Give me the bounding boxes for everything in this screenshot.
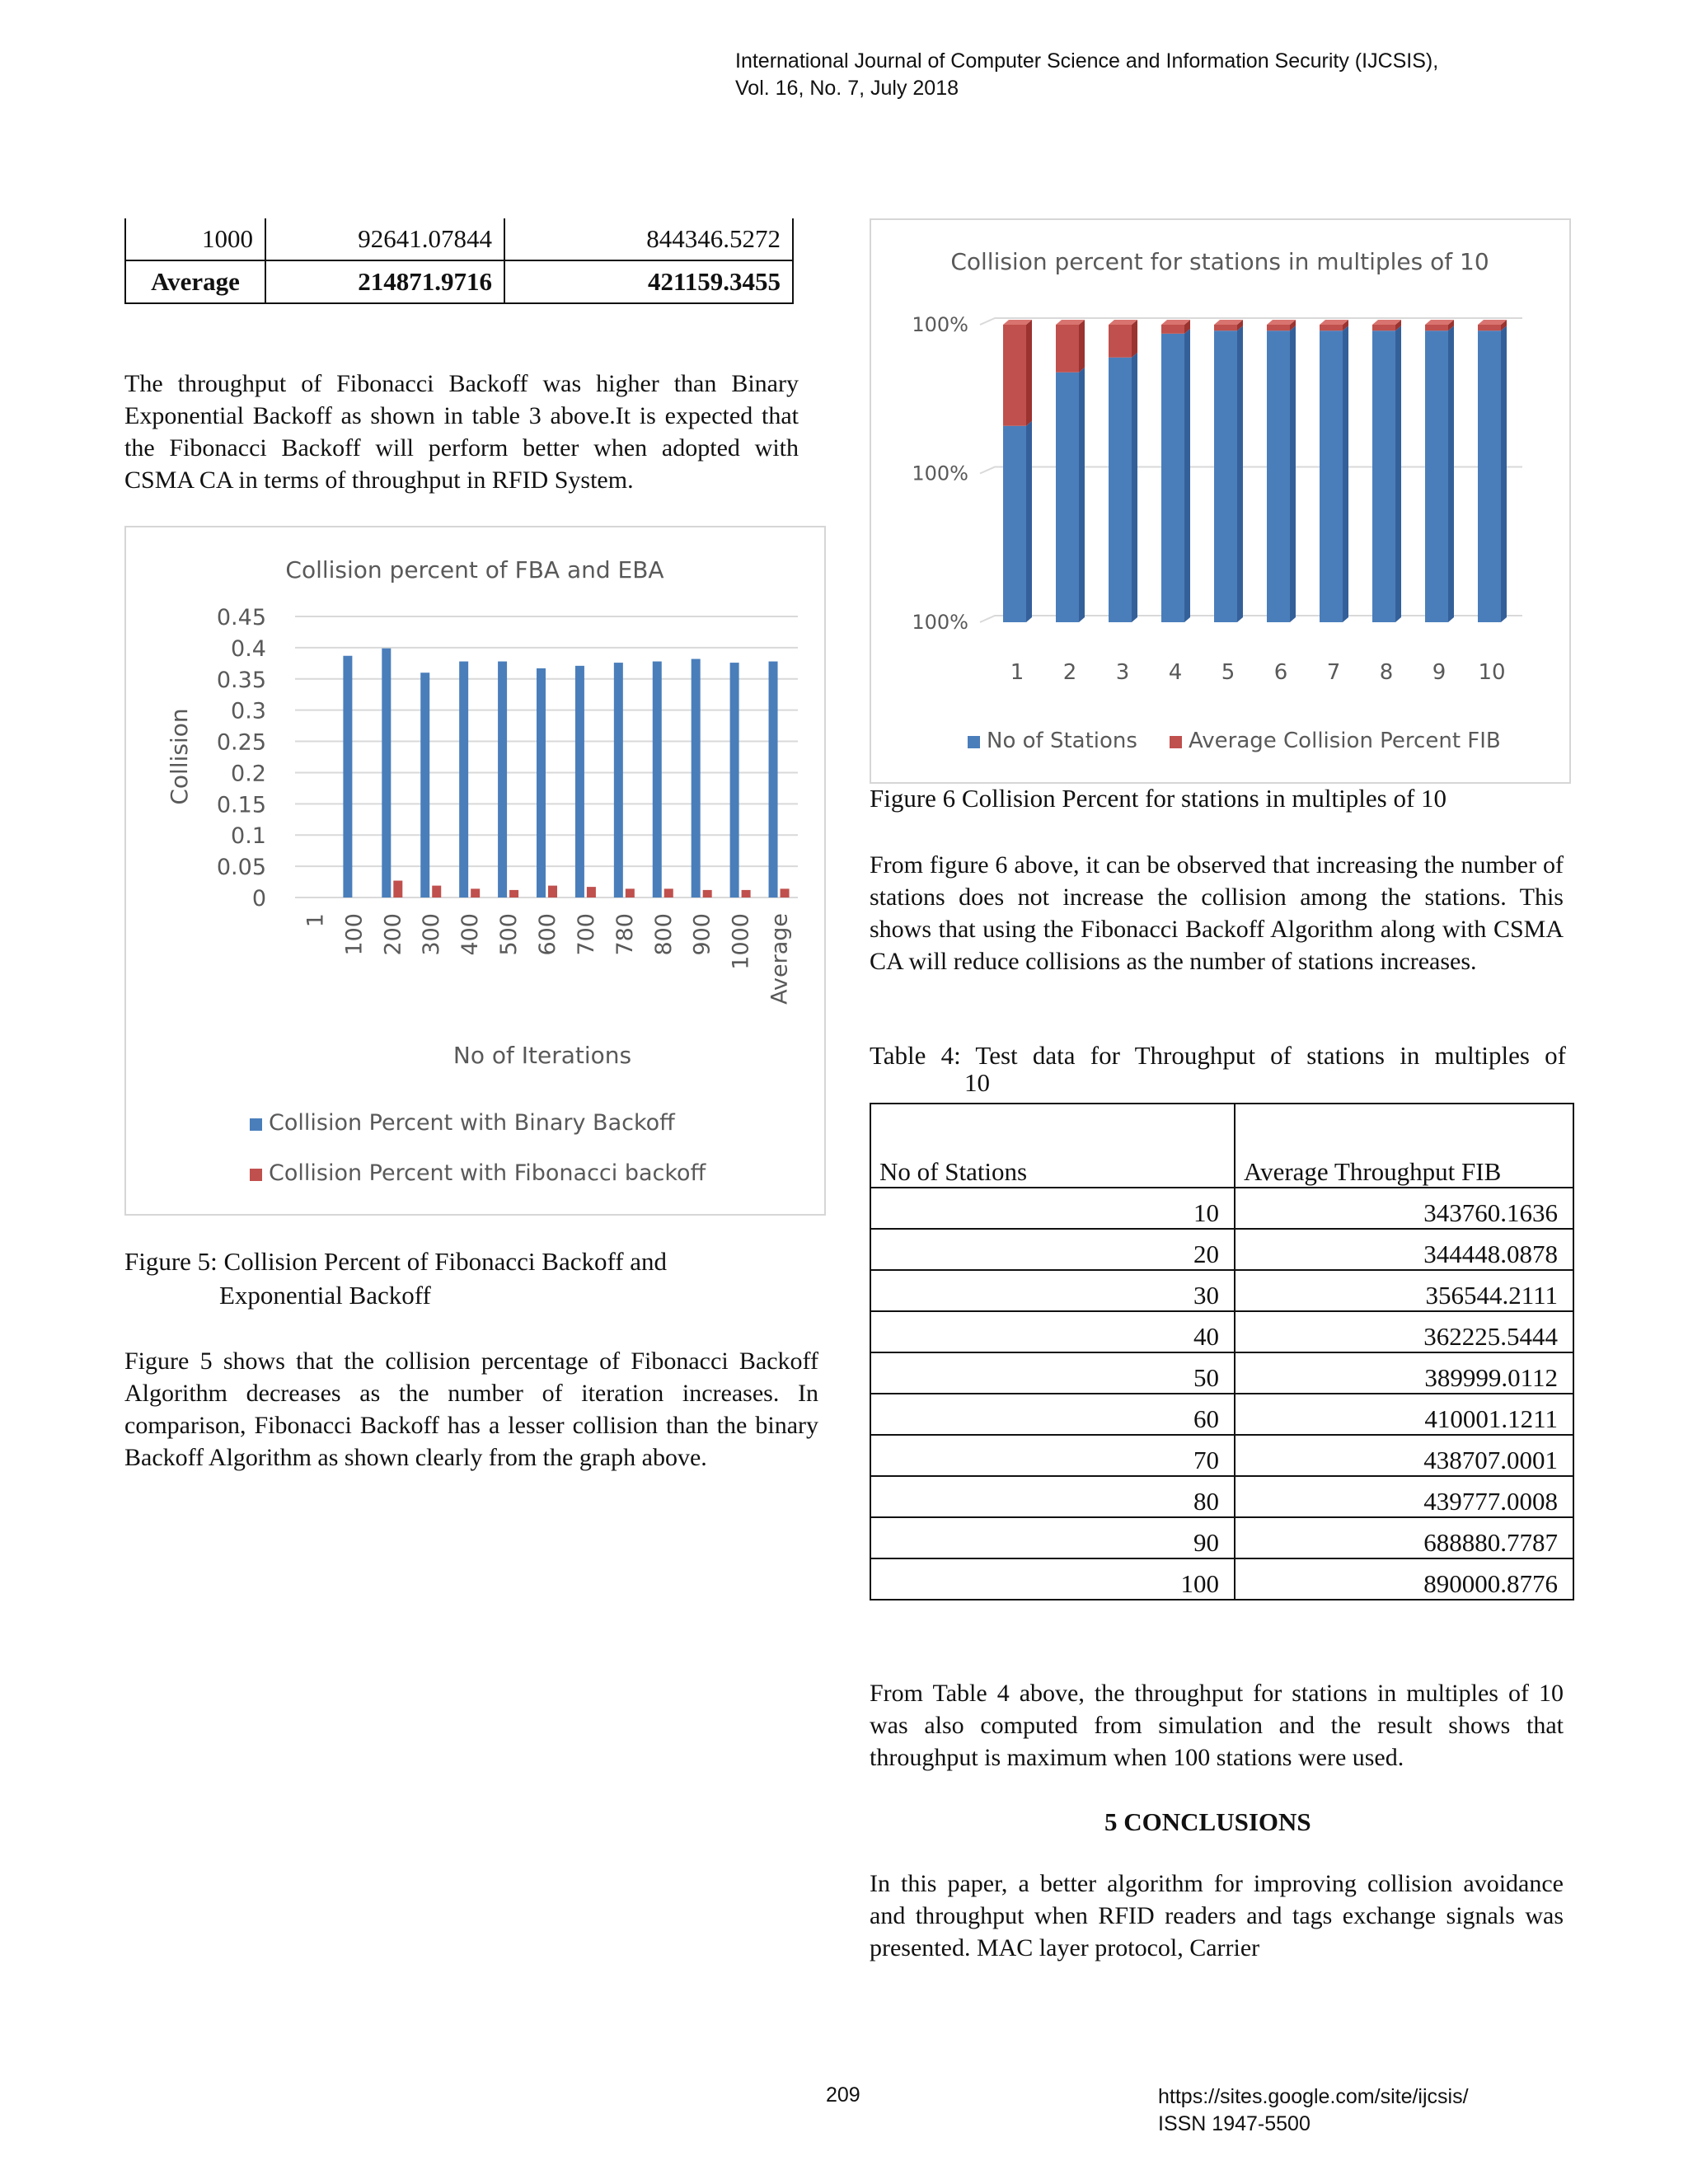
y-tick-label: 0.15 — [216, 792, 266, 818]
x-tick-label: 7 — [1326, 660, 1341, 685]
journal-volume: Vol. 16, No. 7, July 2018 — [735, 77, 959, 100]
bar-fibonacci — [471, 888, 480, 898]
table-cell: 30 — [870, 1270, 1235, 1311]
chart-title: Collision percent of FBA and EBA — [285, 556, 664, 583]
table-cell: Average — [125, 260, 265, 303]
footer-info — [1158, 2083, 1469, 2138]
bar-binary — [692, 659, 701, 898]
chart-title: Collision percent for stations in multiples of 10 — [950, 248, 1489, 275]
figure5-svg — [126, 527, 824, 1214]
x-tick-label: 1000 — [728, 913, 754, 970]
legend-swatch-stations — [968, 736, 980, 748]
bar-collision — [1478, 325, 1501, 330]
y-tick-label: 100% — [912, 611, 968, 634]
table-row — [870, 1558, 1573, 1600]
x-axis-label: No of Iterations — [452, 1042, 632, 1069]
table3-tail — [124, 218, 794, 304]
figure6-caption: Figure 6 Collision Percent for stations in multiples of 10 — [870, 784, 1447, 813]
figure5-caption — [124, 1244, 667, 1312]
x-tick-label: Average — [767, 913, 793, 1005]
figure6-svg — [871, 220, 1569, 782]
table-row — [125, 260, 793, 303]
paragraph-conclusions: In this paper, a better algorithm for improving collision avoidance and throughput when RFID readers and tags exchange signals was presented. MAC layer protocol, Carrier — [870, 1870, 1564, 1961]
x-tick-label: 400 — [457, 913, 484, 956]
x-tick-label: 700 — [573, 913, 599, 956]
bar-stations — [1056, 373, 1079, 622]
journal-title: International Journal of Computer Science and Information Security (IJCSIS), — [735, 49, 1439, 73]
x-tick-label: 800 — [650, 913, 677, 956]
x-tick-label: 100 — [341, 913, 368, 956]
table-cell: 421159.3455 — [504, 260, 793, 303]
table-cell: 389999.0112 — [1235, 1352, 1573, 1394]
x-tick-label: 10 — [1478, 660, 1506, 685]
bar-stations — [1214, 330, 1237, 622]
bar-collision — [1320, 325, 1343, 330]
legend-label-stations: No of Stations — [987, 729, 1137, 753]
bar-stations-side — [1237, 326, 1243, 622]
table-row — [870, 1352, 1573, 1394]
legend-swatch-collision — [1170, 736, 1182, 748]
bar-collision-side — [1026, 320, 1032, 426]
x-tick-label: 200 — [380, 913, 406, 956]
table-row — [870, 1188, 1573, 1229]
bar-collision — [1267, 325, 1290, 330]
legend-swatch-binary — [250, 1118, 262, 1131]
bar-collision-side — [1079, 320, 1085, 373]
table4-caption — [870, 1038, 1566, 1099]
table-cell: 70 — [870, 1435, 1235, 1476]
table-cell: 1000 — [125, 218, 265, 260]
bar-collision — [1214, 325, 1237, 330]
bar-stations — [1320, 330, 1343, 622]
bar-fibonacci — [703, 890, 712, 898]
y-tick-label: 0 — [251, 886, 266, 912]
table-cell: 343760.1636 — [1235, 1188, 1573, 1229]
table-row — [870, 1270, 1573, 1311]
bar-stations-side — [1290, 326, 1296, 622]
y-tick-label: 0.45 — [216, 605, 266, 630]
table-cell: 688880.7787 — [1235, 1517, 1573, 1558]
table4 — [870, 1103, 1574, 1601]
y-tick-label: 100% — [912, 313, 968, 336]
bar-stations-side — [1343, 326, 1348, 622]
bar-binary — [420, 673, 429, 898]
bar-stations — [1267, 330, 1290, 622]
x-tick-label: 2 — [1062, 660, 1077, 685]
page-number: 209 — [826, 2083, 860, 2107]
bar-collision — [1056, 325, 1079, 373]
bar-fibonacci — [509, 890, 518, 898]
bar-fibonacci — [626, 888, 635, 898]
table-row — [870, 1394, 1573, 1435]
bar-collision — [1425, 325, 1448, 330]
table-cell: 92641.07844 — [265, 218, 504, 260]
paragraph-throughput: The throughput of Fibonacci Backoff was higher than Binary Exponential Backoff as shown in table 3 above.It is expected that the Fibonacci Backoff will perform better when adopted with CSMA CA in terms of throughput in RFID System. — [124, 370, 799, 494]
bar-binary — [769, 662, 778, 898]
table-cell: 356544.2111 — [1235, 1270, 1573, 1311]
bar-binary — [382, 649, 391, 898]
y-tick-label: 0.35 — [216, 667, 266, 693]
table-cell: 890000.8776 — [1235, 1558, 1573, 1600]
table-row — [870, 1435, 1573, 1476]
bar-binary — [614, 663, 623, 898]
bar-fibonacci — [393, 881, 402, 898]
bar-binary — [498, 662, 507, 898]
x-tick-label: 5 — [1221, 660, 1236, 685]
table-cell: 60 — [870, 1394, 1235, 1435]
bar-stations — [1372, 330, 1395, 622]
x-tick-label: 500 — [496, 913, 523, 956]
table-cell: 844346.5272 — [504, 218, 793, 260]
table-cell: 80 — [870, 1476, 1235, 1517]
y-tick-label: 0.4 — [231, 635, 266, 662]
x-tick-label: 1 — [1010, 660, 1025, 685]
journal-header — [735, 48, 1438, 102]
table-row — [870, 1311, 1573, 1352]
bar-binary — [575, 666, 584, 898]
bar-fibonacci — [781, 888, 790, 898]
bar-fibonacci — [548, 886, 557, 898]
table-cell: 438707.0001 — [1235, 1435, 1573, 1476]
x-tick-label: 300 — [419, 913, 445, 956]
table-cell: 50 — [870, 1352, 1235, 1394]
x-tick-label: 8 — [1379, 660, 1394, 685]
x-tick-label: 4 — [1168, 660, 1183, 685]
y-tick-label: 0.3 — [231, 698, 266, 724]
figure5-caption-line2: Exponential Backoff — [219, 1281, 431, 1310]
x-tick-label: 9 — [1432, 660, 1447, 685]
table-cell: 90 — [870, 1517, 1235, 1558]
bar-fibonacci — [664, 888, 673, 898]
bar-collision — [1372, 325, 1395, 330]
bar-binary — [459, 662, 468, 898]
column-header-stations: No of Stations — [870, 1104, 1235, 1188]
bar-stations-side — [1026, 421, 1032, 622]
figure6-chart — [870, 218, 1571, 784]
x-tick-label: 600 — [535, 913, 560, 956]
table-row — [870, 1517, 1573, 1558]
bar-binary — [537, 668, 546, 898]
paragraph-figure5: Figure 5 shows that the collision percentage of Fibonacci Backoff Algorithm decreases as the number of iteration increases. In comparison, Fibonacci Backoff has a lesser collision than the binary Backoff Algorithm as shown clearly from the graph above. — [124, 1347, 818, 1471]
table-cell: 40 — [870, 1311, 1235, 1352]
table-cell: 214871.9716 — [265, 260, 504, 303]
bar-stations — [1003, 426, 1026, 622]
y-tick-label: 100% — [912, 462, 968, 485]
x-tick-label: 6 — [1273, 660, 1288, 685]
bar-fibonacci — [432, 886, 441, 898]
table-cell: 410001.1211 — [1235, 1394, 1573, 1435]
y-tick-label: 0.2 — [231, 761, 266, 787]
bar-stations-side — [1132, 353, 1137, 622]
bar-binary — [343, 656, 352, 898]
bar-stations-side — [1079, 368, 1085, 622]
figure5-caption-line1: Figure 5: Collision Percent of Fibonacci Backoff and — [124, 1247, 668, 1276]
table-row — [870, 1229, 1573, 1270]
legend-label-fibonacci: Collision Percent with Fibonacci backoff — [269, 1160, 706, 1186]
journal-issn: ISSN 1947-5500 — [1158, 2112, 1311, 2135]
bar-stations-side — [1184, 329, 1190, 622]
bar-stations — [1425, 330, 1448, 622]
paragraph-figure6: From figure 6 above, it can be observed that increasing the number of stations does not increase the collision among the stations. This shows that using the Fibonacci Backoff Algorithm along with CSMA CA will reduce collisions as the number of stations increases. — [870, 851, 1564, 975]
table-cell: 439777.0008 — [1235, 1476, 1573, 1517]
legend-label-collision: Average Collision Percent FIB — [1189, 729, 1501, 753]
table-header-row — [870, 1104, 1573, 1188]
x-tick-label: 900 — [689, 913, 715, 956]
journal-url: https://sites.google.com/site/ijcsis/ — [1158, 2085, 1469, 2108]
y-axis-label: Collision — [166, 708, 193, 805]
bar-fibonacci — [742, 890, 751, 898]
bar-stations — [1478, 330, 1501, 622]
x-tick-label: 1 — [302, 913, 329, 928]
bar-binary — [653, 662, 662, 898]
legend-label-binary: Collision Percent with Binary Backoff — [269, 1110, 675, 1136]
bar-collision — [1109, 325, 1132, 358]
paragraph-table4: From Table 4 above, the throughput for stations in multiples of 10 was also computed from simulation and the result shows that throughput is maximum when 100 stations were used. — [870, 1680, 1564, 1771]
table-cell: 10 — [870, 1188, 1235, 1229]
y-tick-label: 0.1 — [231, 823, 266, 850]
bar-collision-side — [1132, 320, 1137, 358]
table-row — [870, 1476, 1573, 1517]
table-row — [125, 218, 793, 260]
column-header-throughput: Average Throughput FIB — [1235, 1104, 1573, 1188]
bar-binary — [730, 663, 739, 898]
y-tick-label: 0.25 — [216, 729, 266, 756]
bar-fibonacci — [587, 887, 596, 898]
legend-swatch-fibonacci — [250, 1169, 262, 1181]
x-tick-label: 3 — [1115, 660, 1130, 685]
table4-caption-line1: Table 4: Test data for Throughput of stations in multiples of — [870, 1041, 1566, 1070]
section-heading-conclusions: 5 CONCLUSIONS — [1104, 1807, 1311, 1836]
table-cell: 344448.0878 — [1235, 1229, 1573, 1270]
x-tick-label: 780 — [612, 913, 638, 956]
bar-stations — [1161, 334, 1184, 622]
bar-stations-side — [1395, 326, 1401, 622]
bar-stations-side — [1448, 326, 1454, 622]
bar-stations-side — [1501, 326, 1507, 622]
table-cell: 20 — [870, 1229, 1235, 1270]
bar-collision — [1161, 325, 1184, 334]
bar-stations — [1109, 358, 1132, 622]
bar-collision — [1003, 325, 1026, 426]
y-tick-label: 0.05 — [216, 855, 266, 881]
table-cell: 362225.5444 — [1235, 1311, 1573, 1352]
table-cell: 100 — [870, 1558, 1235, 1600]
figure5-chart — [124, 526, 826, 1216]
table4-caption-line2: 10 — [964, 1068, 990, 1097]
